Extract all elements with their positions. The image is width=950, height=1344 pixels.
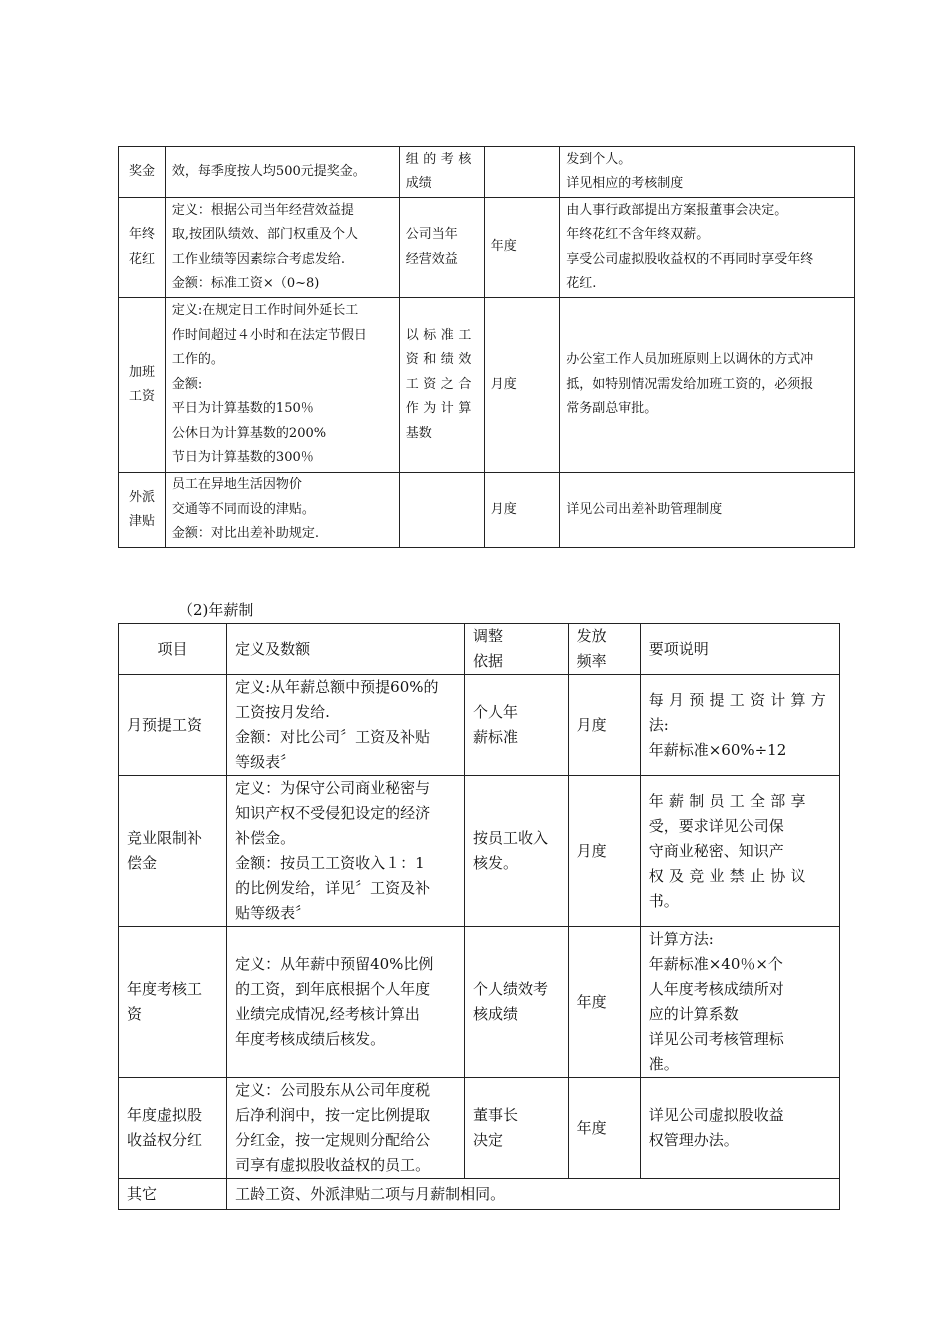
frequency-cell: 月度 (568, 776, 640, 927)
table-row (119, 776, 840, 927)
table-row-other (119, 1179, 840, 1210)
table-header-row (119, 624, 840, 675)
other-text-cell: 工龄工资、外派津贴二项与月薪制相同。 (227, 1179, 840, 1210)
table-row (119, 473, 855, 548)
item-cell: 奖金 (119, 147, 166, 198)
basis-cell: 按员工收入 核发。 (465, 776, 569, 927)
definition-cell: 定义：为保守公司商业秘密与 知识产权不受侵犯设定的经济 补偿金。 金额：按员工工资收入１：1 的比例发给，详见〞工资及补 贴等级表〞 (227, 776, 465, 927)
header-definition: 定义及数额 (227, 624, 465, 675)
notes-cell: 每月预提工资计算方 法: 年薪标准×60%÷12 (640, 675, 839, 776)
notes-cell: 详见公司虚拟股收益 权管理办法。 (640, 1078, 839, 1179)
frequency-cell (484, 147, 560, 198)
definition-cell: 定义：从年薪中预留40%比例 的工资，到年底根据个人年度 业绩完成情况,经考核计算出 年度考核成绩后核发。 (227, 927, 465, 1078)
item-cell: 年终 花红 (119, 198, 166, 298)
basis-cell (399, 473, 484, 548)
frequency-cell: 年度 (484, 198, 560, 298)
definition-cell: 效，每季度按人均500元提奖金。 (165, 147, 399, 198)
item-cell: 其它 (119, 1179, 227, 1210)
frequency-cell: 月度 (568, 675, 640, 776)
allowance-table (118, 146, 855, 548)
frequency-cell: 年度 (568, 927, 640, 1078)
notes-cell: 发到个人。 详见相应的考核制度 (560, 147, 855, 198)
header-basis: 调整 依据 (465, 624, 569, 675)
item-cell: 竞业限制补 偿金 (119, 776, 227, 927)
frequency-cell: 月度 (484, 473, 560, 548)
basis-cell: 个人绩效考 核成绩 (465, 927, 569, 1078)
notes-cell: 办公室工作人员加班原则上以调休的方式冲 抵，如特别情况需发给加班工资的，必须报 常务副总审批。 (560, 298, 855, 473)
item-cell: 加班 工资 (119, 298, 166, 473)
item-cell: 外派 津贴 (119, 473, 166, 548)
header-frequency: 发放 频率 (568, 624, 640, 675)
definition-cell: 定义:从年薪总额中预提60%的 工资按月发给. 金额：对比公司〞工资及补贴 等级表〞 (227, 675, 465, 776)
item-cell: 月预提工资 (119, 675, 227, 776)
frequency-cell: 年度 (568, 1078, 640, 1179)
annual-salary-table (118, 623, 840, 1210)
header-notes: 要项说明 (640, 624, 839, 675)
definition-cell: 定义:在规定日工作时间外延长工 作时间超过４小时和在法定节假日 工作的。 金额: 平日为计算基数的150％ 公休日为计算基数的200% 节日为计算基数的300％ (165, 298, 399, 473)
basis-cell: 以标准工 资和绩效 工资之合 作为计算 基数 (399, 298, 484, 473)
notes-cell: 由人事行政部提出方案报董事会决定。 年终花红不含年终双薪。 享受公司虚拟股收益权的不再同时享受年终 花红. (560, 198, 855, 298)
definition-cell: 定义：公司股东从公司年度税 后净利润中，按一定比例提取 分红金，按一定规则分配给公 司享有虚拟股收益权的员工。 (227, 1078, 465, 1179)
header-item: 项目 (119, 624, 227, 675)
table-row (119, 298, 855, 473)
frequency-cell: 月度 (484, 298, 560, 473)
table-row (119, 147, 855, 198)
basis-cell: 个人年 薪标准 (465, 675, 569, 776)
definition-cell: 员工在异地生活因物价 交通等不同而设的津贴。 金额：对比出差补助规定. (165, 473, 399, 548)
basis-cell: 公司当年 经营效益 (399, 198, 484, 298)
section-heading-annual-salary: （2)年薪制 (178, 601, 254, 619)
notes-cell: 年薪制员工全部享 受，要求详见公司保 守商业秘密、知识产 权及竞业禁止协议 书。 (640, 776, 839, 927)
table-row (119, 198, 855, 298)
definition-cell: 定义：根据公司当年经营效益提 取,按团队绩效、部门权重及个人 工作业绩等因素综合考虑发给. 金额：标准工资×（0~8) (165, 198, 399, 298)
table-row (119, 675, 840, 776)
item-cell: 年度考核工 资 (119, 927, 227, 1078)
item-cell: 年度虚拟股 收益权分红 (119, 1078, 227, 1179)
notes-cell: 详见公司出差补助管理制度 (560, 473, 855, 548)
table-row (119, 927, 840, 1078)
notes-cell: 计算方法: 年薪标准×40％×个 人年度考核成绩所对 应的计算系数 详见公司考核管理标 准。 (640, 927, 839, 1078)
basis-cell: 董事长 决定 (465, 1078, 569, 1179)
table-row (119, 1078, 840, 1179)
basis-cell: 组的考核 成绩 (399, 147, 484, 198)
